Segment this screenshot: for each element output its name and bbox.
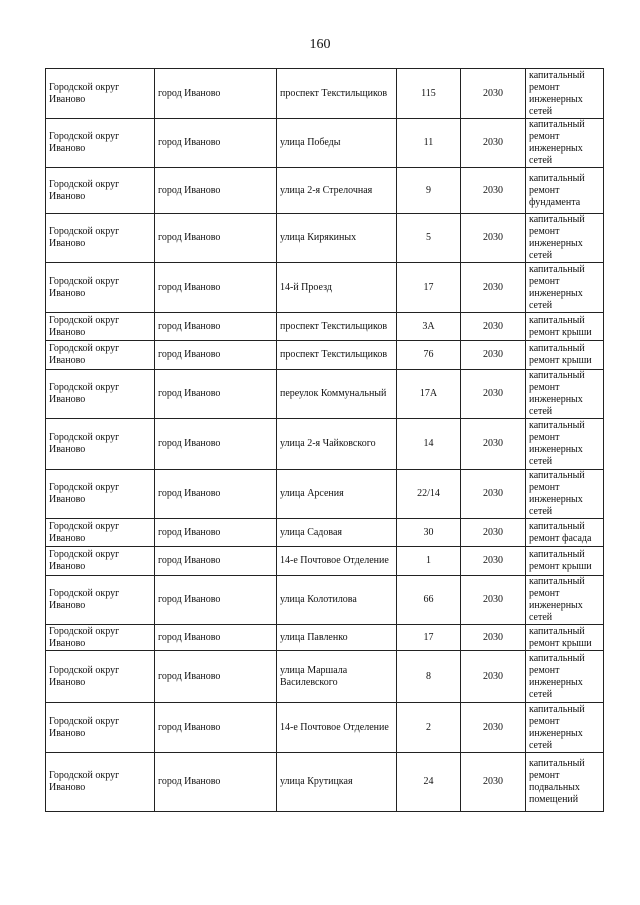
district-cell: Городской округ Иваново <box>46 625 155 651</box>
district-cell: Городской округ Иваново <box>46 214 155 263</box>
year-cell: 2030 <box>461 547 526 576</box>
town-cell: город Иваново <box>155 576 277 625</box>
house-number-cell: 24 <box>397 753 461 812</box>
page-number: 160 <box>309 37 331 52</box>
district-cell: Городской округ Иваново <box>46 263 155 313</box>
house-number-cell: 5 <box>397 214 461 263</box>
house-number-cell: 22/14 <box>397 470 461 519</box>
house-number-cell: 2 <box>397 703 461 753</box>
town-cell: город Иваново <box>155 470 277 519</box>
street-cell: улица Павленко <box>277 625 397 651</box>
work-type-cell: капитальный ремонт инженерных сетей <box>526 214 604 263</box>
year-cell: 2030 <box>461 370 526 419</box>
town-cell: город Иваново <box>155 651 277 703</box>
street-cell: улица Крутицкая <box>277 753 397 812</box>
street-cell: проспект Текстильщиков <box>277 313 397 341</box>
work-type-cell: капитальный ремонт инженерных сетей <box>526 69 604 119</box>
town-cell: город Иваново <box>155 625 277 651</box>
town-cell: город Иваново <box>155 519 277 547</box>
table-row <box>46 753 604 812</box>
table-row <box>46 625 604 651</box>
street-cell: улица Садовая <box>277 519 397 547</box>
street-cell: 14-е Почтовое Отделение <box>277 703 397 753</box>
table-row <box>46 547 604 576</box>
year-cell: 2030 <box>461 69 526 119</box>
street-cell: 14-й Проезд <box>277 263 397 313</box>
town-cell: город Иваново <box>155 69 277 119</box>
year-cell: 2030 <box>461 214 526 263</box>
table-row <box>46 370 604 419</box>
year-cell: 2030 <box>461 470 526 519</box>
district-cell: Городской округ Иваново <box>46 119 155 168</box>
table-row <box>46 651 604 703</box>
town-cell: город Иваново <box>155 419 277 470</box>
year-cell: 2030 <box>461 625 526 651</box>
district-cell: Городской округ Иваново <box>46 576 155 625</box>
street-cell: улица Кирякиных <box>277 214 397 263</box>
street-cell: улица 2-я Чайковского <box>277 419 397 470</box>
house-number-cell: 17 <box>397 625 461 651</box>
year-cell: 2030 <box>461 703 526 753</box>
work-type-cell: капитальный ремонт крыши <box>526 625 604 651</box>
work-type-cell: капитальный ремонт инженерных сетей <box>526 419 604 470</box>
house-number-cell: 30 <box>397 519 461 547</box>
house-number-cell: 9 <box>397 168 461 214</box>
district-cell: Городской округ Иваново <box>46 547 155 576</box>
district-cell: Городской округ Иваново <box>46 370 155 419</box>
house-number-cell: 11 <box>397 119 461 168</box>
table-row <box>46 576 604 625</box>
year-cell: 2030 <box>461 519 526 547</box>
table-row <box>46 470 604 519</box>
town-cell: город Иваново <box>155 703 277 753</box>
work-type-cell: капитальный ремонт подвальных помещений <box>526 753 604 812</box>
table-row <box>46 168 604 214</box>
district-cell: Городской округ Иваново <box>46 753 155 812</box>
street-cell: переулок Коммунальный <box>277 370 397 419</box>
table-row <box>46 341 604 370</box>
table-row <box>46 313 604 341</box>
work-type-cell: капитальный ремонт фундамента <box>526 168 604 214</box>
year-cell: 2030 <box>461 119 526 168</box>
work-type-cell: капитальный ремонт инженерных сетей <box>526 576 604 625</box>
house-number-cell: 3А <box>397 313 461 341</box>
work-type-cell: капитальный ремонт крыши <box>526 547 604 576</box>
street-cell: улица Арсения <box>277 470 397 519</box>
town-cell: город Иваново <box>155 370 277 419</box>
year-cell: 2030 <box>461 576 526 625</box>
work-type-cell: капитальный ремонт инженерных сетей <box>526 263 604 313</box>
table-row <box>46 703 604 753</box>
street-cell: проспект Текстильщиков <box>277 69 397 119</box>
district-cell: Городской округ Иваново <box>46 168 155 214</box>
year-cell: 2030 <box>461 168 526 214</box>
district-cell: Городской округ Иваново <box>46 651 155 703</box>
year-cell: 2030 <box>461 263 526 313</box>
house-number-cell: 76 <box>397 341 461 370</box>
table-row <box>46 419 604 470</box>
year-cell: 2030 <box>461 651 526 703</box>
street-cell: улица Колотилова <box>277 576 397 625</box>
street-cell: 14-е Почтовое Отделение <box>277 547 397 576</box>
work-type-cell: капитальный ремонт фасада <box>526 519 604 547</box>
work-type-cell: капитальный ремонт инженерных сетей <box>526 470 604 519</box>
house-number-cell: 17 <box>397 263 461 313</box>
district-cell: Городской округ Иваново <box>46 313 155 341</box>
work-type-cell: капитальный ремонт инженерных сетей <box>526 651 604 703</box>
district-cell: Городской округ Иваново <box>46 470 155 519</box>
table-row <box>46 214 604 263</box>
town-cell: город Иваново <box>155 214 277 263</box>
work-type-cell: капитальный ремонт крыши <box>526 341 604 370</box>
town-cell: город Иваново <box>155 168 277 214</box>
street-cell: улица Маршала Василевского <box>277 651 397 703</box>
district-cell: Городской округ Иваново <box>46 69 155 119</box>
house-number-cell: 8 <box>397 651 461 703</box>
work-type-cell: капитальный ремонт инженерных сетей <box>526 370 604 419</box>
street-cell: проспект Текстильщиков <box>277 341 397 370</box>
town-cell: город Иваново <box>155 753 277 812</box>
table-row <box>46 519 604 547</box>
table-row <box>46 119 604 168</box>
repair-table <box>45 68 604 812</box>
year-cell: 2030 <box>461 341 526 370</box>
work-type-cell: капитальный ремонт крыши <box>526 313 604 341</box>
year-cell: 2030 <box>461 753 526 812</box>
table-row <box>46 263 604 313</box>
year-cell: 2030 <box>461 313 526 341</box>
house-number-cell: 66 <box>397 576 461 625</box>
district-cell: Городской округ Иваново <box>46 703 155 753</box>
town-cell: город Иваново <box>155 263 277 313</box>
street-cell: улица 2-я Стрелочная <box>277 168 397 214</box>
town-cell: город Иваново <box>155 341 277 370</box>
town-cell: город Иваново <box>155 119 277 168</box>
town-cell: город Иваново <box>155 547 277 576</box>
house-number-cell: 17А <box>397 370 461 419</box>
district-cell: Городской округ Иваново <box>46 341 155 370</box>
house-number-cell: 115 <box>397 69 461 119</box>
district-cell: Городской округ Иваново <box>46 519 155 547</box>
house-number-cell: 14 <box>397 419 461 470</box>
house-number-cell: 1 <box>397 547 461 576</box>
town-cell: город Иваново <box>155 313 277 341</box>
street-cell: улица Победы <box>277 119 397 168</box>
work-type-cell: капитальный ремонт инженерных сетей <box>526 703 604 753</box>
year-cell: 2030 <box>461 419 526 470</box>
district-cell: Городской округ Иваново <box>46 419 155 470</box>
work-type-cell: капитальный ремонт инженерных сетей <box>526 119 604 168</box>
table-row <box>46 69 604 119</box>
